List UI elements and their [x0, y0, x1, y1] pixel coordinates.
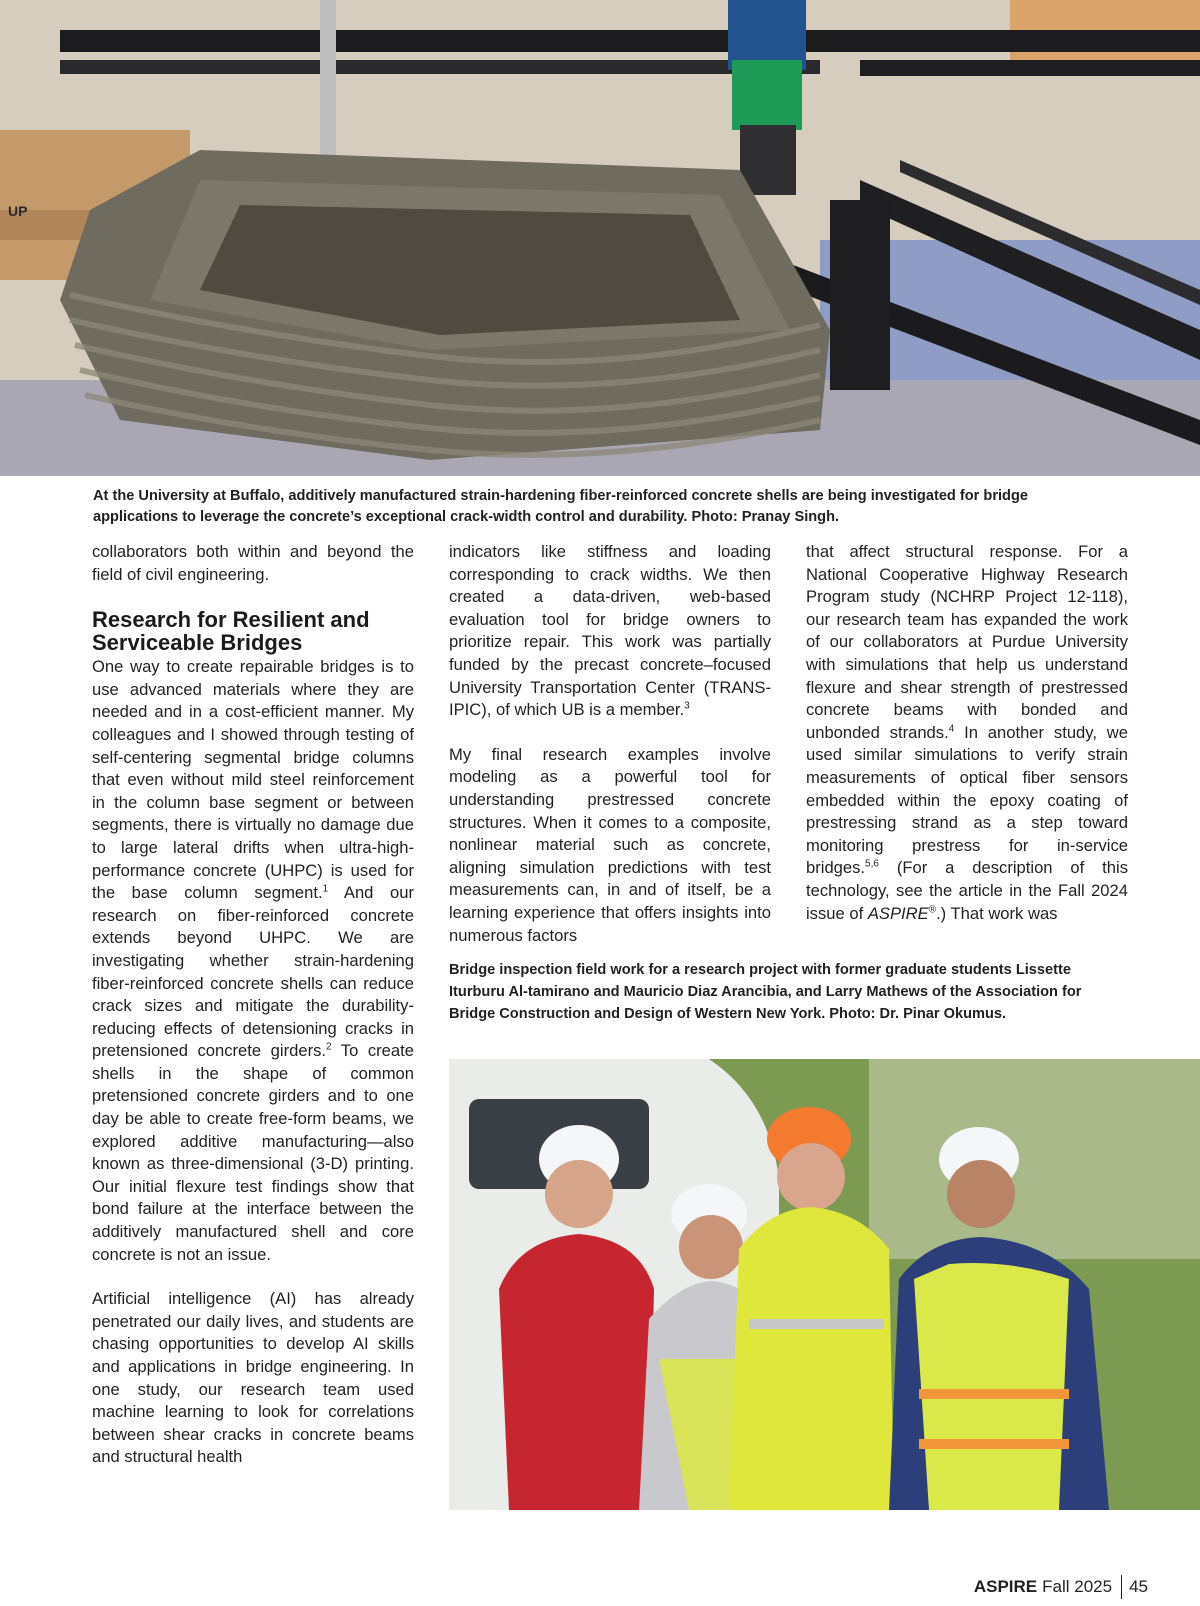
printed-concrete-illustration — [0, 0, 1200, 476]
top-photo-caption: At the University at Buffalo, additively manufactured strain-hardening fiber-reinforced concrete shells are being investigated for bridge applications to leverage the concrete’s exceptional crack-width control and durability. Photo: Pranay Singh. — [93, 488, 1029, 525]
bottom-photo-caption: Bridge inspection field work for a research project with former graduate students Lissette Iturburu Al-tamirano and Mauricio Diaz Arancibia, and Larry Mathews of the Association for Bridge Construction and Design of Western New York. Photo: Dr. Pinar Okumus. — [449, 962, 1082, 1022]
paragraph-text: My final research examples involve modeling as a powerful tool for understanding prestressed concrete structures. When it comes to a composite, nonlinear material such as concrete, aligning simulation predictions with test measurements can, in and of itself, be a learning experience that offers insights into numerous factors — [449, 744, 771, 945]
intro-paragraph — [92, 541, 414, 586]
registered-mark: ® — [928, 903, 937, 915]
column-1 — [92, 541, 414, 1491]
paragraph-text: And our research on fiber-reinforced concrete extends beyond UHPC. We are investigating whether strain-hardening fiber-reinforced concrete shells can reduce crack sizes and mitigate the durability-reducing effects of detensioning cracks in pretensioned concrete girders. — [92, 883, 414, 1061]
paragraph-text: To create shells in the shape of common pretensioned concrete girders and to one day be able to create free-form beams, we explored additive manufacturing—also known as three-dimensional (3-D) printing. Our initial flexure test findings show that bond failure at the interface between the additively manufactured shell and core concrete is not an issue. — [92, 1041, 414, 1264]
paragraph-structural-response — [806, 541, 1128, 925]
reference-3: 3 — [684, 700, 690, 712]
paragraph-indicators — [449, 541, 771, 722]
page-number: 45 — [1129, 1577, 1148, 1596]
box-label: UP — [8, 203, 28, 219]
paragraph-text: that affect structural response. For a National Cooperative Highway Research Program study (NCHRP Project 12-118), our research team has expanded the work of our collaborators at Purdue University with simulations that help us understand flexure and shear strength of prestressed concrete beams with bonded and unbonded strands. — [806, 542, 1128, 742]
page-footer — [974, 1575, 1148, 1599]
intro-text: collaborators both within and beyond the field of civil engineering. — [92, 542, 414, 584]
paragraph-text: Artificial intelligence (AI) has already penetrated our daily lives, and students are chasing opportunities to develop AI skills and applications in bridge engineering. In one study, our research team used machine learning to look for correlations between shear cracks in concrete beams and structural health — [92, 1289, 414, 1467]
paragraph-text: One way to create repairable bridges is to use advanced materials where they are needed and in a cost-efficient manner. My colleagues and I showed through testing of self-centering segmental bridge columns that even without mild steel reinforcement in the column base segment or between segments, there is virtually no damage due to large lateral drifts when ultra-high-performance concrete (UHPC) is used for the base column segment. — [92, 657, 414, 903]
reference-2: 2 — [326, 1041, 332, 1053]
paragraph-modeling — [449, 744, 771, 947]
footer-divider — [1121, 1575, 1122, 1599]
paragraph-text: .) That work was — [936, 903, 1058, 923]
paragraph-text: In another study, we used similar simulations to verify strain measurements of optical fiber sensors embedded within the epoxy coating of prestressing strand as a step toward monitoring prestress for in-service bridges. — [806, 722, 1128, 878]
top-photo — [0, 0, 1200, 476]
magazine-name-italic: ASPIRE — [867, 903, 929, 923]
reference-5-6: 5,6 — [865, 858, 879, 870]
footer-magazine-name: ASPIRE — [973, 1577, 1038, 1596]
reference-4: 4 — [948, 723, 955, 735]
reference-1: 1 — [322, 883, 329, 895]
bottom-photo — [449, 1059, 1200, 1510]
paragraph-text: indicators like stiffness and loading corresponding to crack widths. We then created a data-driven, web-based evaluation tool for bridge owners to prioritize repair. This work was partially funded by the precast concrete–focused University Transportation Center (TRANS-IPIC), of which UB is a member. — [449, 542, 771, 720]
column-3 — [806, 541, 1128, 942]
footer-issue: Fall 2025 — [1042, 1577, 1113, 1596]
section-heading: Research for Resilient and Serviceable Bridges — [92, 607, 370, 656]
column-2 — [449, 541, 771, 969]
paragraph-text: (For a description of this technology, see the article in the Fall 2024 issue of — [806, 858, 1128, 923]
paragraph-repairable-bridges — [92, 656, 414, 1266]
field-team-illustration — [449, 1059, 1200, 1510]
paragraph-artificial-intelligence — [92, 1288, 414, 1469]
